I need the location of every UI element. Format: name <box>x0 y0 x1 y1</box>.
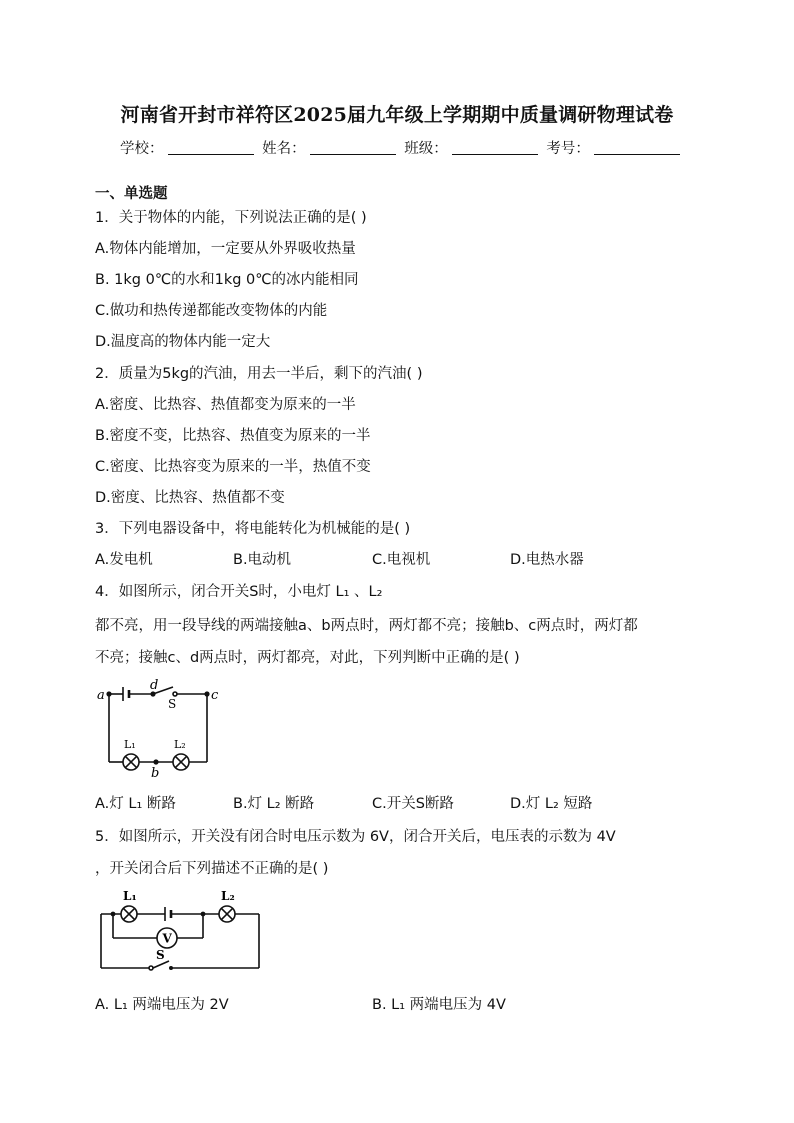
question-4-option-d: D.灯 L₂ 短路 <box>510 796 593 812</box>
question-3-option-b: B.电动机 <box>233 552 292 568</box>
question-3-option-a: A.发电机 <box>95 552 153 568</box>
class-label: 班级： <box>404 141 448 157</box>
lamp-l1-label: L₁ <box>124 738 136 751</box>
lamp-l1-label: L₁ <box>123 889 137 903</box>
question-1-option-d: D.温度高的物体内能一定大 <box>95 334 271 350</box>
point-d-label: d <box>150 678 159 693</box>
question-1-option-b: B. 1kg 0℃的水和1kg 0℃的冰内能相同 <box>95 272 359 288</box>
question-2-stem: 2．质量为5kg的汽油，用去一半后，剩下的汽油( ) <box>95 366 423 382</box>
question-4-stem-line-2: 都不亮，用一段导线的两端接触a、b两点时，两灯都不亮；接触b、c两点时，两灯都 <box>95 618 638 634</box>
question-5-option-b: B. L₁ 两端电压为 4V <box>372 997 506 1013</box>
point-b-label: b <box>151 766 160 781</box>
question-5-stem-line-1: 5．如图所示，开关没有闭合时电压示数为 6V，闭合开关后，电压表的示数为 4V <box>95 829 616 845</box>
question-2-option-c: C.密度、比热容变为原来的一半，热值不变 <box>95 459 371 475</box>
switch-s-label: S <box>156 948 165 962</box>
question-1-option-a: A.物体内能增加，一定要从外界吸收热量 <box>95 241 356 257</box>
question-4-circuit-diagram <box>95 678 227 782</box>
school-blank <box>168 140 254 155</box>
school-label: 学校： <box>120 141 164 157</box>
point-c-label: c <box>211 688 219 703</box>
question-1-stem: 1．关于物体的内能，下列说法正确的是( ) <box>95 210 367 226</box>
question-4-stem-line-1: 4．如图所示，闭合开关S时，小电灯 L₁ 、L₂ <box>95 584 383 600</box>
question-4-stem-line-3: 不亮；接触c、d两点时，两灯都亮，对此，下列判断中正确的是( ) <box>95 650 520 666</box>
question-4-option-a: A.灯 L₁ 断路 <box>95 796 176 812</box>
exam-title: 河南省开封市祥符区2025届九年级上学期期中质量调研物理试卷 <box>120 104 674 126</box>
question-3-option-c: C.电视机 <box>372 552 431 568</box>
number-blank <box>594 140 680 155</box>
lamp-l2-label: L₂ <box>221 889 235 903</box>
question-4-option-c: C.开关S断路 <box>372 796 454 812</box>
question-2-option-b: B.密度不变，比热容、热值变为原来的一半 <box>95 428 371 444</box>
number-label: 考号： <box>546 141 590 157</box>
point-a-label: a <box>97 688 105 703</box>
question-4-option-b: B.灯 L₂ 断路 <box>233 796 315 812</box>
question-3-stem: 3．下列电器设备中，将电能转化为机械能的是( ) <box>95 521 411 537</box>
question-5-stem-line-2: ，开关闭合后下列描述不正确的是( ) <box>95 861 329 877</box>
name-blank <box>310 140 396 155</box>
question-2-option-a: A.密度、比热容、热值都变为原来的一半 <box>95 397 356 413</box>
question-2-option-d: D.密度、比热容、热值都不变 <box>95 490 285 506</box>
question-5-option-a: A. L₁ 两端电压为 2V <box>95 997 229 1013</box>
question-3-option-d: D.电热水器 <box>510 552 584 568</box>
section-heading: 一、单选题 <box>95 186 168 202</box>
class-blank <box>452 140 538 155</box>
question-5-circuit-diagram <box>95 884 267 974</box>
voltmeter-v-label: V <box>162 931 172 946</box>
name-label: 姓名： <box>262 141 306 157</box>
lamp-l2-label: L₂ <box>174 738 186 751</box>
question-1-option-c: C.做功和热传递都能改变物体的内能 <box>95 303 328 319</box>
student-info-row <box>120 137 684 158</box>
switch-s-label: S <box>168 697 177 711</box>
